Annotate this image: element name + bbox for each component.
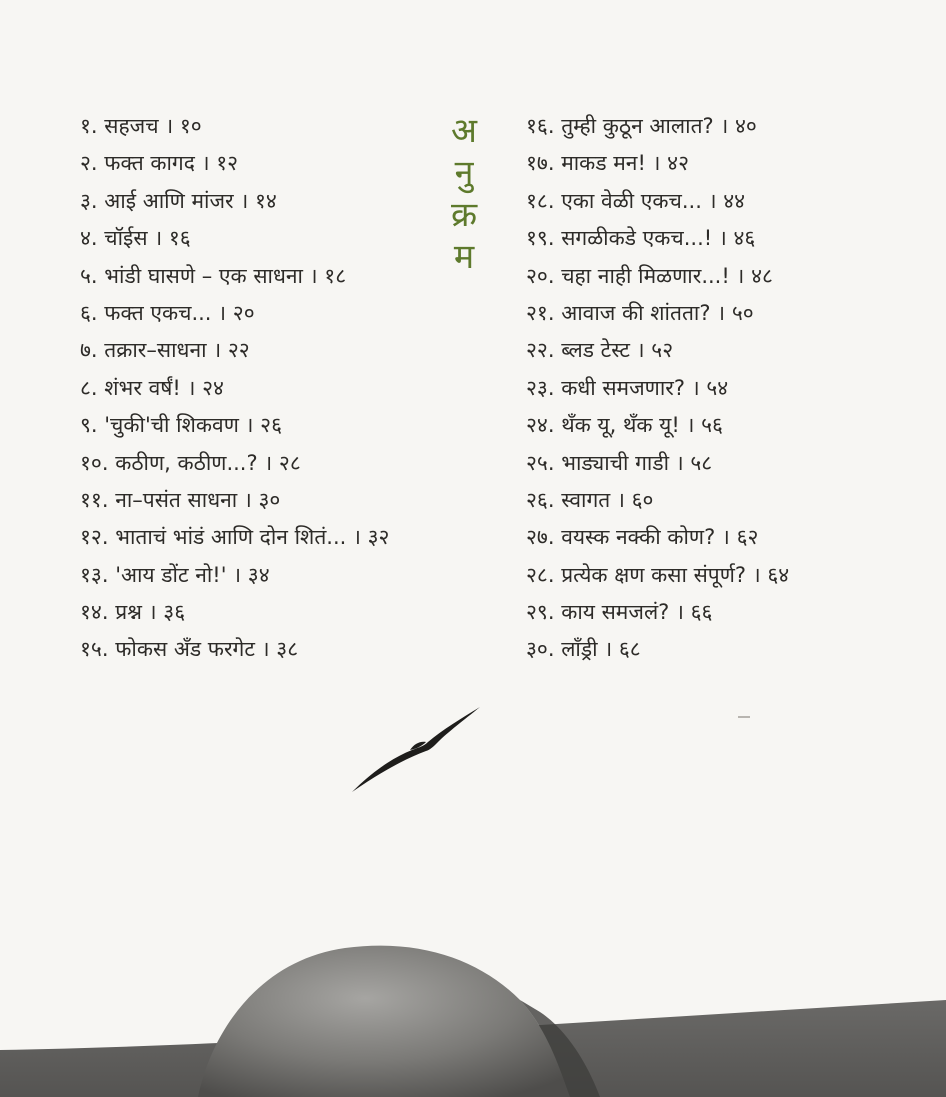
toc-entry: १०. कठीण, कठीण...? । २८ [80, 450, 301, 475]
toc-entry: १. सहजच । १० [80, 114, 202, 138]
toc-left-column [80, 108, 460, 669]
toc-right-column [526, 108, 906, 669]
toc-entry: २८. प्रत्येक क्षण कसा संपूर्ण? । ६४ [526, 562, 790, 587]
toc-entry: ३. आई आणि मांजर । १४ [80, 188, 277, 213]
toc-entry: १२. भाताचं भांडं आणि दोन शितं... । ३२ [80, 525, 390, 550]
toc-entry: २. फक्त कागद । १२ [80, 151, 239, 176]
toc-entry: १४. प्रश्न । ३६ [80, 600, 186, 625]
toc-entry: ४. चॉईस । १६ [80, 226, 191, 251]
toc-entry: ३०. लाँड्री । ६८ [526, 637, 641, 662]
toc-entry: १९. सगळीकडे एकच...! । ४६ [526, 226, 756, 251]
toc-entry: २३. कधी समजणार? । ५४ [526, 375, 729, 400]
heading-char: म [453, 237, 475, 277]
toc-entry: १७. माकड मन! । ४२ [526, 151, 690, 176]
toc-entry: ६. फक्त एकच... । २० [80, 300, 255, 325]
toc-entry: १६. तुम्ही कुठून आलात? । ४० [526, 114, 757, 138]
toc-entry: २९. काय समजलं? । ६६ [526, 600, 713, 625]
toc-entry: १८. एका वेळी एकच... । ४४ [526, 188, 746, 213]
toc-entry: ५. भांडी घासणे – एक साधना । १८ [80, 263, 347, 288]
toc-entry: २५. भाड्याची गाडी । ५८ [526, 450, 713, 475]
toc-entry: २४. थँक यू, थँक यू! । ५६ [526, 413, 723, 438]
toc-entry: १३. 'आय डोंट नो!' । ३४ [80, 562, 270, 587]
rock-illustration [0, 920, 946, 1097]
heading-char: अ [451, 111, 477, 151]
toc-entry: २७. वयस्क नक्की कोण? । ६२ [526, 525, 759, 550]
speck-mark [738, 716, 750, 718]
toc-entry: २२. ब्लड टेस्ट । ५२ [526, 338, 674, 363]
flying-bird-icon [350, 700, 490, 800]
toc-entry: १५. फोकस अँड फरगेट । ३८ [80, 637, 299, 662]
toc-entry: २१. आवाज की शांतता? । ५० [526, 300, 754, 325]
toc-heading [438, 110, 490, 278]
toc-entry: ७. तक्रार–साधना । २२ [80, 338, 250, 363]
toc-entry: ८. शंभर वर्षं! । २४ [80, 375, 224, 400]
heading-char: नु [454, 153, 474, 193]
heading-char: क्र [450, 195, 478, 235]
toc-entry: ९. 'चुकी'ची शिकवण । २६ [80, 413, 283, 438]
toc-entry: ११. ना–पसंत साधना । ३० [80, 487, 281, 512]
toc-entry: २०. चहा नाही मिळणार...! । ४८ [526, 263, 773, 288]
toc-entry: २६. स्वागत । ६० [526, 487, 654, 512]
